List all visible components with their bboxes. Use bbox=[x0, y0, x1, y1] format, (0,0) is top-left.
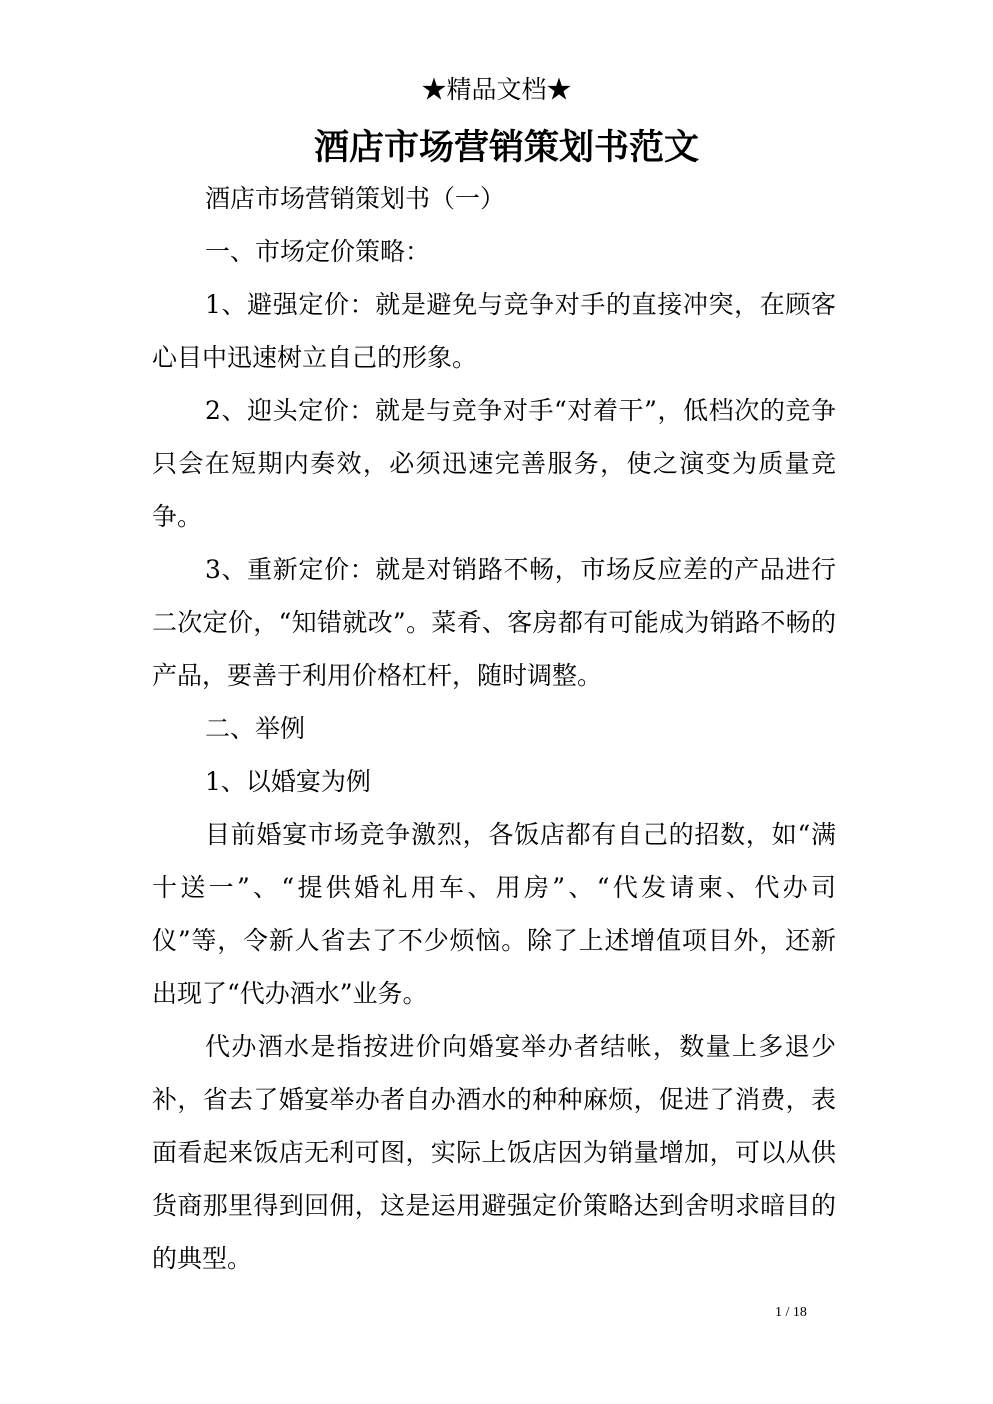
paragraph-pricing-1: 1、避强定价：就是避免与竞争对手的直接冲突，在顾客心目中迅速树立自己的形象。 bbox=[152, 290, 836, 372]
paragraph-subtitle: 酒店市场营销策划书（一） bbox=[205, 184, 506, 213]
document-body bbox=[152, 172, 836, 1285]
paragraph-pricing-3: 3、重新定价：就是对销路不畅，市场反应差的产品进行二次定价，“知错就改”。菜肴、客房都有可能成为销路不畅的产品，要善于利用价格杠杆，随时调整。 bbox=[152, 555, 836, 690]
paragraph-wedding-market: 目前婚宴市场竞争激烈，各饭店都有自己的招数，如“满十送一”、“提供婚礼用车、用房”、“代发请柬、代办司仪”等，令新人省去了不少烦恼。除了上述增值项目外，还新出现了“代办酒水”业务。 bbox=[152, 820, 836, 1008]
paragraph-section-2-heading: 二、举例 bbox=[205, 714, 306, 743]
document-title: 酒店市场营销策划书范文 bbox=[313, 127, 699, 168]
paragraph-pricing-2: 2、迎头定价：就是与竞争对手“对着干”，低档次的竞争只会在短期内奏效，必须迅速完善服务，使之演变为质量竞争。 bbox=[152, 396, 836, 531]
paragraph-section-1-heading: 一、市场定价策略： bbox=[205, 237, 431, 266]
paragraph-example-heading: 1、以婚宴为例 bbox=[205, 767, 371, 796]
header-mark: ★精品文档★ bbox=[421, 75, 572, 104]
page-number: 1 / 18 bbox=[775, 1305, 807, 1320]
paragraph-drinks-service: 代办酒水是指按进价向婚宴举办者结帐，数量上多退少补，省去了婚宴举办者自办酒水的种种麻烦，促进了消费，表面看起来饭店无利可图，实际上饭店因为销量增加，可以从供货商那里得到回佣，这是运用避强定价策略达到舍明求暗目的的典型。 bbox=[152, 1032, 836, 1273]
